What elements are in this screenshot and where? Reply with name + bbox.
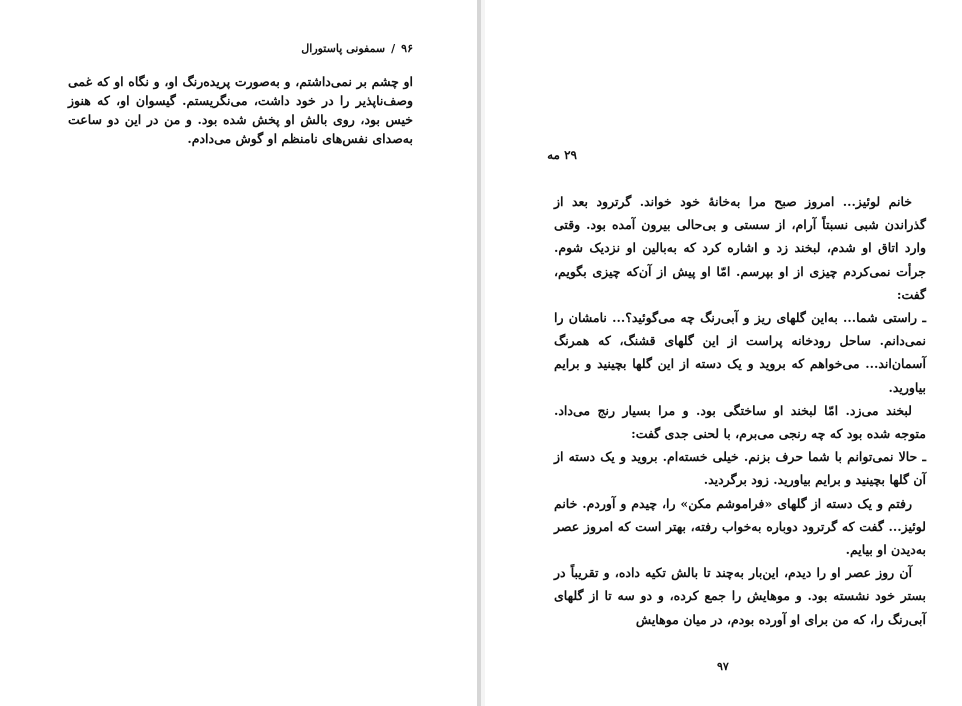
- paragraph: ـ راستی شما... به‌این گلهای ریز و آبی‌رنگ چه می‌گوئید؟... نامشان را نمی‌دانم. ساحل رودخانه پراست از این گلهای قشنگ، که همرنگ آسمان‌اند... می‌خواهم که بروید و یک دسته از این گلها بچینید و برایم بیاورید.: [554, 310, 926, 395]
- running-head-page-number: ۹۶: [401, 42, 413, 55]
- running-head-separator: /: [391, 42, 396, 55]
- running-head-book-title: سمفونی پاستورال: [301, 42, 386, 55]
- right-page: [485, 0, 962, 706]
- page-number: ۹۷: [717, 660, 729, 673]
- date-heading: ۲۹ مه: [547, 148, 577, 162]
- left-page-body: [68, 72, 413, 148]
- left-page: [0, 0, 477, 706]
- paragraph: خانم لوئیز... امروز صبح مرا به‌خانهٔ خود خواند. گرترود بعد از گذراندن شبی نسبتاً آرام، از سستی و بی‌حالی بیرون آمده بود. وقتی وارد اتاق او شدم، لبخند زد و اشاره کرد که به‌بالین او نزدیک شوم. جرأت نمی‌کردم چیزی از او بپرسم. امّا او پیش از آن‌که چیزی بگویم، گفت:: [554, 194, 926, 302]
- paragraph: ـ حالا نمی‌توانم با شما حرف بزنم. خیلی خسته‌ام. بروید و یک دسته از آن گلها بچینید و برایم بیاورید. زود برگردید.: [554, 449, 926, 488]
- paragraph: آن روز عصر او را دیدم، این‌بار به‌چند تا بالش تکیه داده، و تقریباً در بستر خود نشسته بود. و موهایش را جمع کرده، و دو سه تا از گلهای آبی‌رنگ را، که من برای او آورده بودم، در میان موهایش: [554, 565, 926, 627]
- paragraph: او چشم بر نمی‌داشتم، و به‌صورت پریده‌رنگ او، و نگاه او که غمی وصف‌ناپذیر را در خود داشت، می‌نگریستم. گیسوان او، که هنوز خیس بود، روی بالش او پخش شده بود. و من در این دو ساعت به‌صدای نفس‌های نامنظم او گوش می‌دادم.: [68, 74, 413, 146]
- right-page-body: [554, 190, 926, 631]
- paragraph: لبخند می‌زد. امّا لبخند او ساختگی بود. و مرا بسیار رنج می‌داد. متوجه شده بود که چه رنجی می‌برم، با لحنی جدی گفت:: [554, 402, 926, 442]
- paragraph: رفتم و یک دسته از گلهای «فراموشم مکن» را، چیدم و آوردم. خانم لوئیز... گفت که گرترود دوباره به‌خواب رفته، بهتر است که امروز عصر به‌دیدن او بیایم.: [554, 495, 926, 558]
- running-head: [301, 42, 413, 55]
